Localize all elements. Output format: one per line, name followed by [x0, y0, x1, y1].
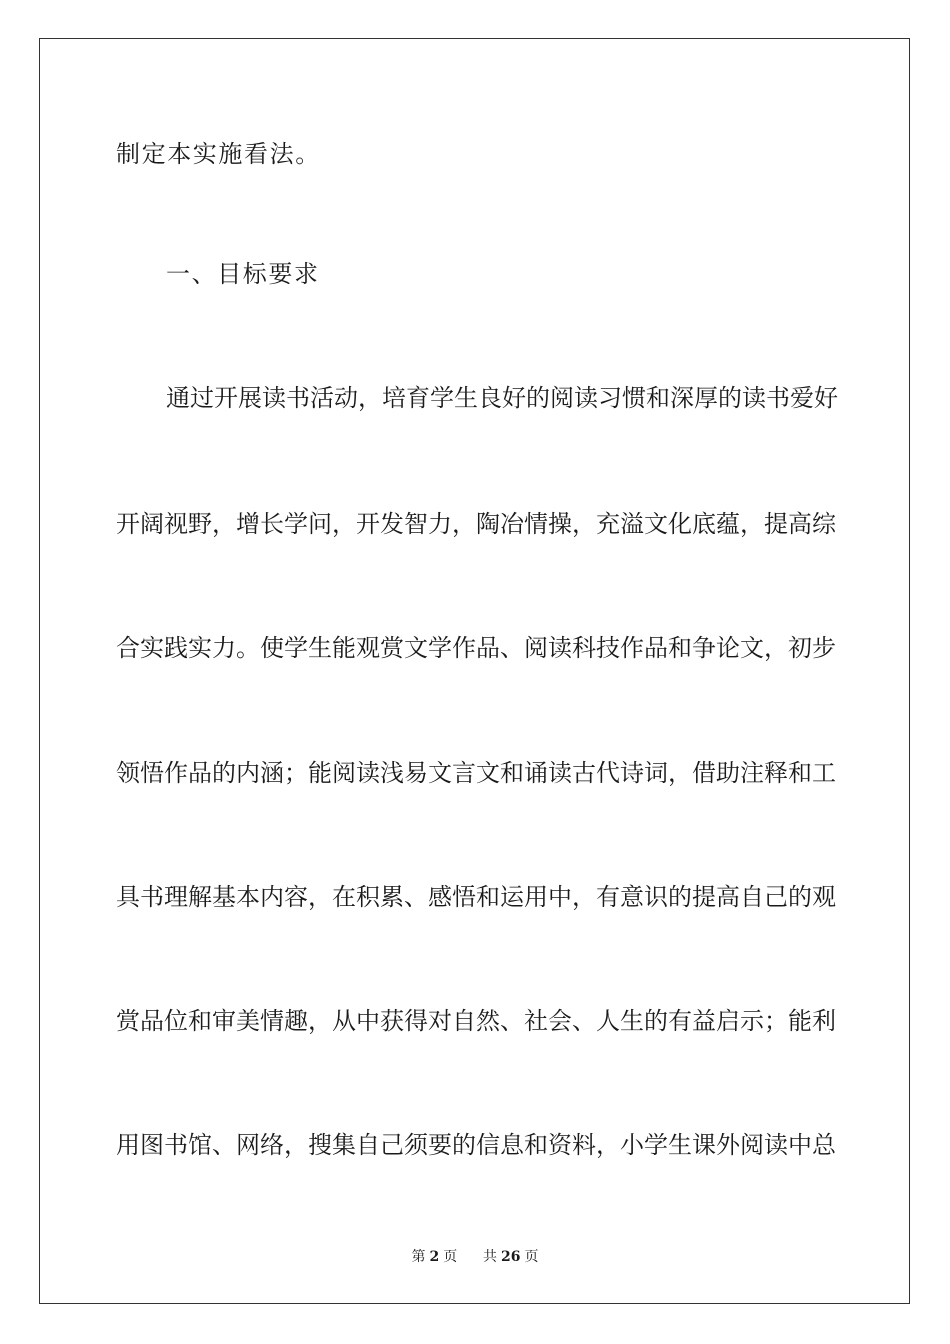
- body-line-8: 赏品位和审美情趣，从中获得对自然、社会、人生的有益启示；能利: [116, 1007, 836, 1035]
- page-prefix: 第: [411, 1249, 426, 1265]
- body-line-3: 通过开展读书活动，培育学生良好的阅读习惯和深厚的读书爱好: [166, 384, 838, 412]
- total-pages: 26: [501, 1249, 521, 1265]
- body-line-1: 制定本实施看法。: [116, 140, 321, 168]
- body-line-5: 合实践实力。使学生能观赏文学作品、阅读科技作品和争论文，初步: [116, 634, 836, 662]
- total-suffix: 页: [524, 1249, 539, 1265]
- page-footer: [0, 1246, 950, 1266]
- page-indicator: [409, 1249, 459, 1265]
- body-line-4: 开阔视野，增长学问，开发智力，陶冶情操，充溢文化底蕴，提高综: [116, 510, 836, 538]
- body-line-9: 用图书馆、网络，搜集自己须要的信息和资料，小学生课外阅读中总: [116, 1131, 836, 1159]
- section-heading: 一、目标要求: [166, 260, 320, 288]
- body-line-6: 领悟作品的内涵；能阅读浅易文言文和诵读古代诗词，借助注释和工: [116, 759, 836, 787]
- total-indicator: [481, 1249, 540, 1265]
- body-line-7: 具书理解基本内容，在积累、感悟和运用中，有意识的提高自己的观: [116, 883, 836, 911]
- page-border: [39, 38, 910, 1304]
- page-suffix: 页: [443, 1249, 458, 1265]
- page-number: 2: [429, 1249, 440, 1265]
- total-prefix: 共: [483, 1249, 498, 1265]
